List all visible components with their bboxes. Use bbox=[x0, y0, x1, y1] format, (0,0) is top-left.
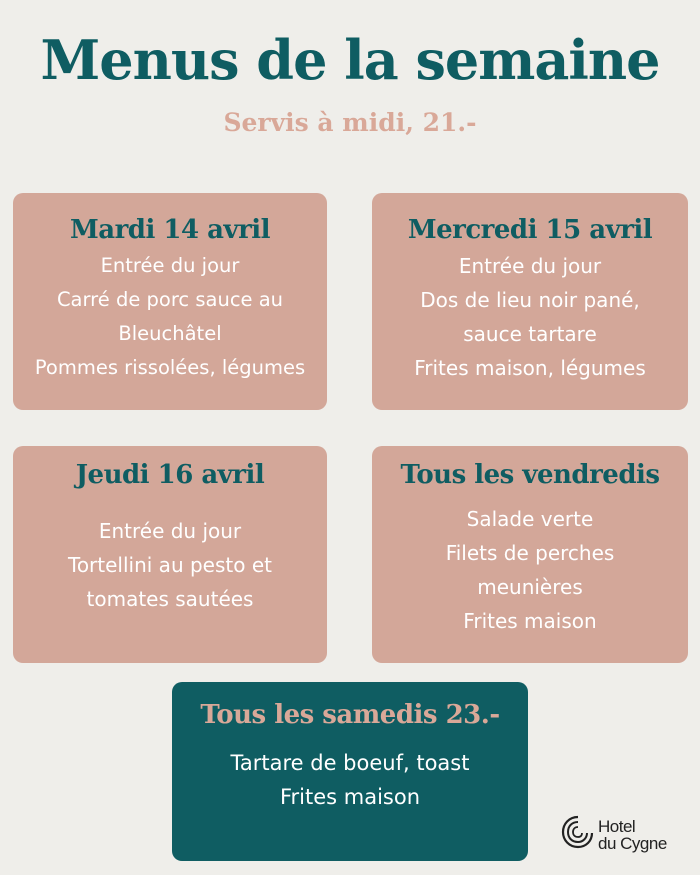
hotel-logo bbox=[560, 812, 690, 858]
menu-line: tomates sautées bbox=[86, 587, 254, 611]
menu-card-thursday bbox=[13, 446, 327, 663]
menu-line: Carré de porc sauce au bbox=[56, 288, 284, 311]
menu-day-heading: Tous les samedis 23.- bbox=[200, 700, 500, 730]
menu-day-heading: Tous les vendredis bbox=[400, 460, 660, 490]
logo-text-line1: Hotel bbox=[598, 817, 636, 836]
menu-card-wednesday bbox=[372, 193, 688, 410]
menu-line: Bleuchâtel bbox=[118, 322, 222, 345]
menu-card-saturdays bbox=[172, 682, 528, 861]
menu-line: Frites maison, légumes bbox=[414, 356, 646, 380]
menu-line: Salade verte bbox=[466, 507, 594, 531]
logo-text-line2: du Cygne bbox=[598, 834, 667, 853]
menu-day-heading: Mardi 14 avril bbox=[69, 215, 271, 245]
menu-line: Entrée du jour bbox=[458, 254, 602, 278]
page-subtitle: Servis à midi, 21.- bbox=[223, 108, 477, 137]
page-title: Menus de la semaine bbox=[40, 28, 660, 92]
menu-card-fridays bbox=[372, 446, 688, 663]
menu-line: Filets de perches bbox=[445, 541, 615, 565]
menu-line: Entrée du jour bbox=[98, 519, 242, 543]
menu-day-heading: Mercredi 15 avril bbox=[407, 215, 653, 245]
menu-line: Tortellini au pesto et bbox=[68, 553, 272, 577]
menu-line: Frites maison bbox=[463, 609, 597, 633]
menu-card-tuesday bbox=[13, 193, 327, 410]
swan-spiral-icon bbox=[560, 814, 596, 850]
menu-line: sauce tartare bbox=[463, 322, 597, 346]
menu-line: meunières bbox=[477, 575, 583, 599]
menu-line: Frites maison bbox=[279, 785, 421, 809]
menu-line: Tartare de boeuf, toast bbox=[230, 751, 470, 775]
menu-line: Entrée du jour bbox=[100, 254, 240, 277]
menu-day-heading: Jeudi 16 avril bbox=[75, 460, 265, 490]
menu-line: Dos de lieu noir pané, bbox=[420, 288, 640, 312]
menu-line: Pommes rissolées, légumes bbox=[34, 356, 306, 379]
